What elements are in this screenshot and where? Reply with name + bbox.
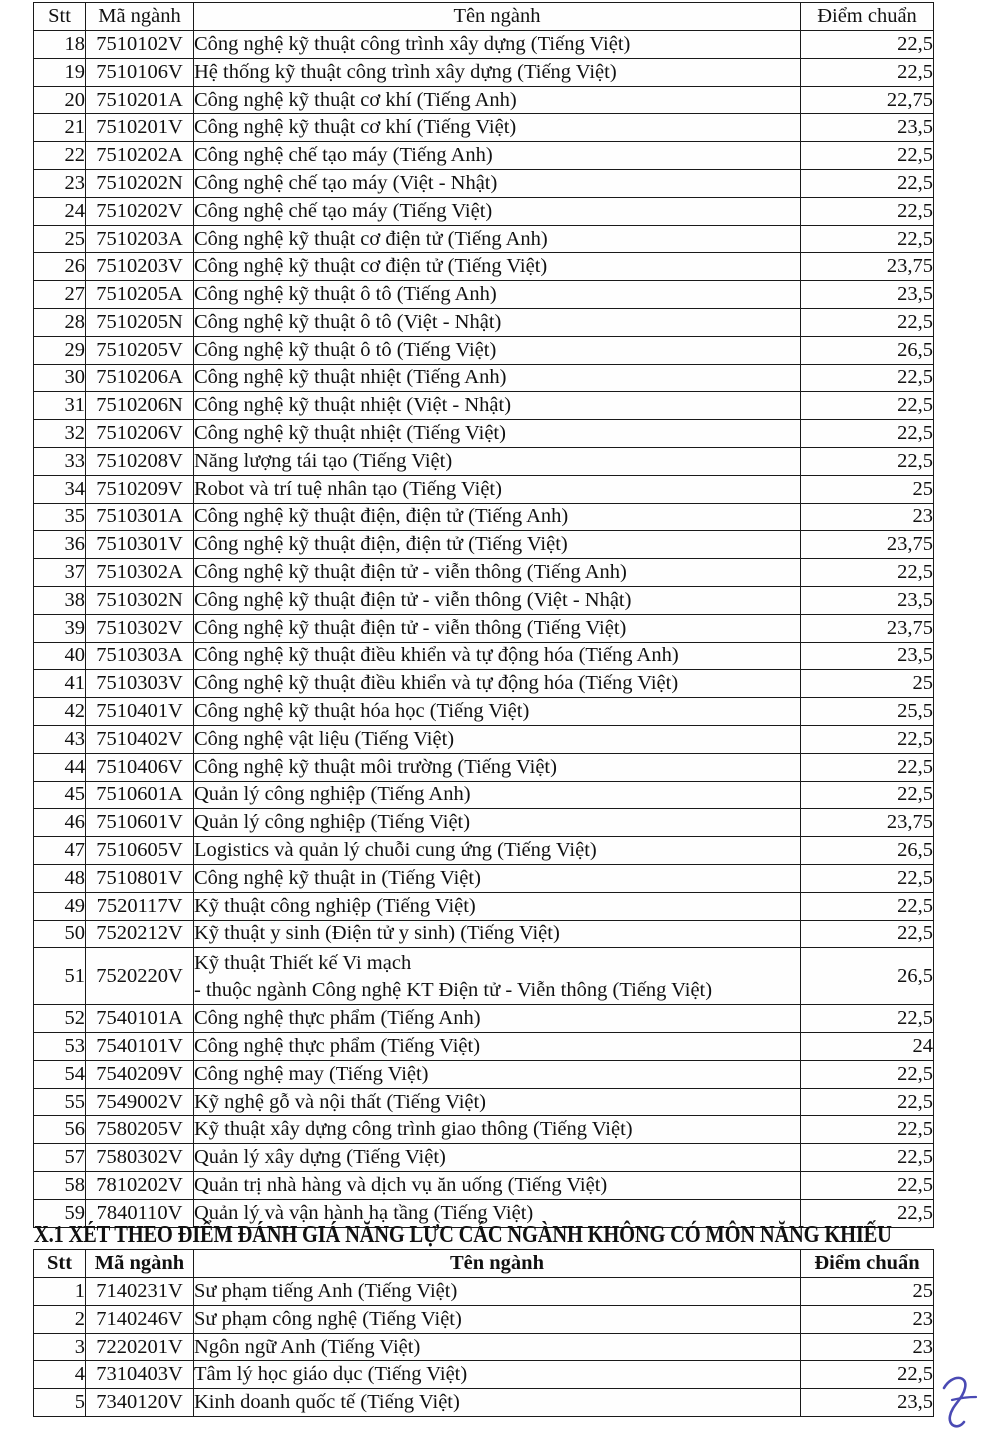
cell-stt: 44 <box>34 753 86 781</box>
table-row <box>34 559 934 587</box>
cell-major-name: Công nghệ thực phẩm (Tiếng Anh) <box>194 1005 801 1033</box>
cell-major-code: 7340120V <box>86 1389 194 1417</box>
cell-stt: 42 <box>34 698 86 726</box>
table-row <box>34 447 934 475</box>
cell-stt: 4 <box>34 1361 86 1389</box>
cell-major-code: 7540209V <box>86 1060 194 1088</box>
cell-stt: 28 <box>34 308 86 336</box>
table-row <box>34 531 934 559</box>
cell-major-name: Công nghệ thực phẩm (Tiếng Việt) <box>194 1033 801 1061</box>
cell-major-code: 7510202A <box>86 142 194 170</box>
cell-major-code: 7510208V <box>86 447 194 475</box>
cell-major-name: Tâm lý học giáo dục (Tiếng Việt) <box>194 1361 801 1389</box>
cell-major-name: Quản trị nhà hàng và dịch vụ ăn uống (Tiếng Việt) <box>194 1172 801 1200</box>
cell-major-code: 7510205N <box>86 308 194 336</box>
cell-benchmark-score: 25,5 <box>801 698 934 726</box>
cell-major-name: Năng lượng tái tạo (Tiếng Việt) <box>194 447 801 475</box>
cell-stt: 24 <box>34 197 86 225</box>
cell-stt: 48 <box>34 864 86 892</box>
cell-major-name: Quản lý công nghiệp (Tiếng Việt) <box>194 809 801 837</box>
cell-stt: 21 <box>34 114 86 142</box>
table-row <box>34 1333 934 1361</box>
cell-stt: 20 <box>34 86 86 114</box>
cell-stt: 1 <box>34 1278 86 1306</box>
cell-major-name: Công nghệ kỹ thuật ô tô (Tiếng Việt) <box>194 336 801 364</box>
table-row <box>34 1088 934 1116</box>
table-row <box>34 308 934 336</box>
cell-stt: 5 <box>34 1389 86 1417</box>
cell-major-code: 7510801V <box>86 864 194 892</box>
cell-major-code: 7510203A <box>86 225 194 253</box>
table-row <box>34 1389 934 1417</box>
cell-stt: 32 <box>34 420 86 448</box>
cell-benchmark-score: 22,5 <box>801 1116 934 1144</box>
cell-major-name: Hệ thống kỹ thuật công trình xây dựng (Tiếng Việt) <box>194 58 801 86</box>
cell-major-code: 7510202N <box>86 169 194 197</box>
table-row <box>34 58 934 86</box>
cell-major-name: Quản lý xây dựng (Tiếng Việt) <box>194 1144 801 1172</box>
table-row <box>34 892 934 920</box>
cell-major-name: Kỹ thuật y sinh (Điện tử y sinh) (Tiếng Việt) <box>194 920 801 948</box>
table-row <box>34 614 934 642</box>
cell-benchmark-score: 22,5 <box>801 1199 934 1227</box>
column-header-score: Điểm chuẩn <box>801 1250 934 1278</box>
cell-major-code: 7510301A <box>86 503 194 531</box>
table-row <box>34 1172 934 1200</box>
cell-major-name-line1: Kỹ thuật Thiết kế Vi mạch <box>194 952 412 975</box>
table-row <box>34 142 934 170</box>
column-header-stt: Stt <box>34 3 86 31</box>
cell-benchmark-score: 22,5 <box>801 1088 934 1116</box>
cell-major-name: Công nghệ kỹ thuật cơ khí (Tiếng Việt) <box>194 114 801 142</box>
cell-stt: 27 <box>34 281 86 309</box>
cell-major-code: 7520117V <box>86 892 194 920</box>
table-row <box>34 698 934 726</box>
cell-stt: 39 <box>34 614 86 642</box>
cell-major-code: 7510206V <box>86 420 194 448</box>
table-row <box>34 364 934 392</box>
cell-major-name: Công nghệ kỹ thuật điều khiển và tự động hóa (Tiếng Anh) <box>194 642 801 670</box>
cell-major-name: Công nghệ vật liệu (Tiếng Việt) <box>194 725 801 753</box>
cell-benchmark-score: 23,75 <box>801 809 934 837</box>
table-row <box>34 31 934 59</box>
cell-stt: 41 <box>34 670 86 698</box>
column-header-stt: Stt <box>34 1250 86 1278</box>
cell-major-code: 7510206N <box>86 392 194 420</box>
cell-benchmark-score: 22,5 <box>801 1005 934 1033</box>
cell-major-code: 7140231V <box>86 1278 194 1306</box>
column-header-score: Điểm chuẩn <box>801 3 934 31</box>
cell-major-code: 7510201A <box>86 86 194 114</box>
cell-major-name: Công nghệ kỹ thuật in (Tiếng Việt) <box>194 864 801 892</box>
cell-major-code: 7510303A <box>86 642 194 670</box>
cell-major-name: Công nghệ kỹ thuật điện, điện tử (Tiếng Việt) <box>194 531 801 559</box>
cell-major-name: Ngôn ngữ Anh (Tiếng Việt) <box>194 1333 801 1361</box>
cell-major-code: 7510302N <box>86 586 194 614</box>
cell-major-name: Công nghệ kỹ thuật ô tô (Tiếng Anh) <box>194 281 801 309</box>
cell-major-name: Công nghệ chế tạo máy (Tiếng Anh) <box>194 142 801 170</box>
cell-benchmark-score: 22,5 <box>801 920 934 948</box>
cell-benchmark-score: 22,5 <box>801 447 934 475</box>
cell-benchmark-score: 25 <box>801 670 934 698</box>
table-row <box>34 1005 934 1033</box>
cell-major-name <box>194 948 801 1005</box>
cell-stt: 43 <box>34 725 86 753</box>
cell-major-name: Công nghệ kỹ thuật cơ điện tử (Tiếng Việt) <box>194 253 801 281</box>
column-header-name: Tên ngành <box>194 3 801 31</box>
cell-major-code: 7520220V <box>86 948 194 1005</box>
cell-benchmark-score: 23 <box>801 503 934 531</box>
cell-benchmark-score: 22,5 <box>801 753 934 781</box>
cell-major-name: Công nghệ kỹ thuật công trình xây dựng (Tiếng Việt) <box>194 31 801 59</box>
cell-stt: 49 <box>34 892 86 920</box>
cell-major-code: 7810202V <box>86 1172 194 1200</box>
cell-benchmark-score: 22,5 <box>801 892 934 920</box>
cell-benchmark-score: 23,75 <box>801 531 934 559</box>
cell-major-code: 7510206A <box>86 364 194 392</box>
table-row <box>34 670 934 698</box>
cell-major-code: 7510402V <box>86 725 194 753</box>
table-header-row <box>34 3 934 31</box>
table-row <box>34 475 934 503</box>
table-row <box>34 336 934 364</box>
table-row <box>34 781 934 809</box>
cell-benchmark-score: 23,5 <box>801 642 934 670</box>
table-row <box>34 948 934 1005</box>
handwritten-signature-mark <box>938 1372 1000 1434</box>
cell-major-name: Công nghệ kỹ thuật điện tử - viễn thông (Tiếng Anh) <box>194 559 801 587</box>
table-row <box>34 837 934 865</box>
cell-major-code: 7520212V <box>86 920 194 948</box>
cell-major-name: Logistics và quản lý chuỗi cung ứng (Tiếng Việt) <box>194 837 801 865</box>
cell-stt: 40 <box>34 642 86 670</box>
cell-major-code: 7510201V <box>86 114 194 142</box>
cell-stt: 51 <box>34 948 86 1005</box>
column-header-code: Mã ngành <box>86 3 194 31</box>
cell-major-name: Công nghệ kỹ thuật nhiệt (Tiếng Anh) <box>194 364 801 392</box>
cell-major-name: Công nghệ kỹ thuật điện tử - viễn thông (Việt - Nhật) <box>194 586 801 614</box>
cell-major-name: Quản lý và vận hành hạ tầng (Tiếng Việt) <box>194 1199 801 1227</box>
table-row <box>34 1060 934 1088</box>
cell-major-code: 7510601V <box>86 809 194 837</box>
cell-major-name: Kỹ nghệ gỗ và nội thất (Tiếng Việt) <box>194 1088 801 1116</box>
cell-benchmark-score: 22,5 <box>801 1144 934 1172</box>
cell-major-code: 7510303V <box>86 670 194 698</box>
cell-benchmark-score: 22,5 <box>801 58 934 86</box>
cell-major-code: 7510605V <box>86 837 194 865</box>
cell-major-code: 7510102V <box>86 31 194 59</box>
cell-benchmark-score: 23,5 <box>801 1389 934 1417</box>
table-row <box>34 1361 934 1389</box>
cell-major-name: Robot và trí tuệ nhân tạo (Tiếng Việt) <box>194 475 801 503</box>
table-row <box>34 1305 934 1333</box>
cell-stt: 25 <box>34 225 86 253</box>
cell-stt: 45 <box>34 781 86 809</box>
cell-stt: 36 <box>34 531 86 559</box>
cell-major-name: Kỹ thuật xây dựng công trình giao thông (Tiếng Việt) <box>194 1116 801 1144</box>
cell-stt: 52 <box>34 1005 86 1033</box>
cell-major-name: Công nghệ kỹ thuật nhiệt (Việt - Nhật) <box>194 392 801 420</box>
cell-stt: 31 <box>34 392 86 420</box>
cell-major-code: 7540101A <box>86 1005 194 1033</box>
cell-major-code: 7840110V <box>86 1199 194 1227</box>
cell-benchmark-score: 22,5 <box>801 725 934 753</box>
cell-major-name: Công nghệ kỹ thuật điện tử - viễn thông (Tiếng Việt) <box>194 614 801 642</box>
cell-major-code: 7310403V <box>86 1361 194 1389</box>
cell-major-code: 7220201V <box>86 1333 194 1361</box>
cell-benchmark-score: 23,75 <box>801 253 934 281</box>
table-header-row <box>34 1250 934 1278</box>
cell-benchmark-score: 26,5 <box>801 336 934 364</box>
cell-benchmark-score: 23,5 <box>801 114 934 142</box>
cell-benchmark-score: 22,5 <box>801 197 934 225</box>
column-header-code: Mã ngành <box>86 1250 194 1278</box>
table-row <box>34 114 934 142</box>
cell-benchmark-score: 23,5 <box>801 281 934 309</box>
table-row <box>34 725 934 753</box>
cell-stt: 46 <box>34 809 86 837</box>
cell-major-code: 7510301V <box>86 531 194 559</box>
cell-benchmark-score: 22,5 <box>801 364 934 392</box>
cell-stt: 57 <box>34 1144 86 1172</box>
table-row <box>34 392 934 420</box>
cell-stt: 19 <box>34 58 86 86</box>
cell-major-code: 7510401V <box>86 698 194 726</box>
cell-stt: 55 <box>34 1088 86 1116</box>
cell-stt: 47 <box>34 837 86 865</box>
cell-benchmark-score: 22,5 <box>801 31 934 59</box>
cell-major-code: 7510302A <box>86 559 194 587</box>
cell-stt: 22 <box>34 142 86 170</box>
cell-benchmark-score: 22,5 <box>801 864 934 892</box>
cell-benchmark-score: 22,5 <box>801 308 934 336</box>
cell-stt: 3 <box>34 1333 86 1361</box>
table-row <box>34 1144 934 1172</box>
table-row <box>34 753 934 781</box>
cell-stt: 35 <box>34 503 86 531</box>
cell-stt: 50 <box>34 920 86 948</box>
cell-stt: 23 <box>34 169 86 197</box>
cell-stt: 34 <box>34 475 86 503</box>
cell-major-code: 7580302V <box>86 1144 194 1172</box>
table-row <box>34 864 934 892</box>
cell-stt: 54 <box>34 1060 86 1088</box>
cell-benchmark-score: 22,5 <box>801 1060 934 1088</box>
admission-scores-table-part2 <box>33 1249 934 1417</box>
cell-benchmark-score: 22,5 <box>801 781 934 809</box>
cell-stt: 38 <box>34 586 86 614</box>
competency-table-wrapper <box>33 1249 934 1417</box>
cell-stt: 59 <box>34 1199 86 1227</box>
table-row <box>34 281 934 309</box>
table-row <box>34 253 934 281</box>
cell-major-name: Công nghệ kỹ thuật điều khiển và tự động hóa (Tiếng Việt) <box>194 670 801 698</box>
column-header-name: Tên ngành <box>194 1250 801 1278</box>
table-row <box>34 503 934 531</box>
cell-major-name: Công nghệ chế tạo máy (Tiếng Việt) <box>194 197 801 225</box>
cell-major-name: Công nghệ may (Tiếng Việt) <box>194 1060 801 1088</box>
cell-benchmark-score: 25 <box>801 1278 934 1306</box>
cell-major-code: 7510205V <box>86 336 194 364</box>
cell-benchmark-score: 25 <box>801 475 934 503</box>
cell-major-code: 7510601A <box>86 781 194 809</box>
cell-major-code: 7510202V <box>86 197 194 225</box>
cell-benchmark-score: 26,5 <box>801 948 934 1005</box>
cell-major-code: 7510302V <box>86 614 194 642</box>
cell-major-name: Công nghệ kỹ thuật nhiệt (Tiếng Việt) <box>194 420 801 448</box>
admission-table-continued-wrapper <box>33 2 934 1228</box>
section-heading: X.1 XÉT THEO ĐIỂM ĐÁNH GIÁ NĂNG LỰC CÁC NGÀNH KHÔNG CÓ MÔN NĂNG KHIẾU <box>34 1222 892 1248</box>
cell-stt: 58 <box>34 1172 86 1200</box>
cell-stt: 53 <box>34 1033 86 1061</box>
cell-benchmark-score: 22,5 <box>801 225 934 253</box>
cell-benchmark-score: 23,5 <box>801 586 934 614</box>
cell-major-code: 7510203V <box>86 253 194 281</box>
table-row <box>34 197 934 225</box>
cell-stt: 33 <box>34 447 86 475</box>
table-row <box>34 86 934 114</box>
cell-major-code: 7540101V <box>86 1033 194 1061</box>
cell-stt: 2 <box>34 1305 86 1333</box>
table-row <box>34 225 934 253</box>
cell-stt: 26 <box>34 253 86 281</box>
admission-scores-table-part1 <box>33 2 934 1228</box>
cell-major-name: Sư phạm công nghệ (Tiếng Việt) <box>194 1305 801 1333</box>
cell-benchmark-score: 24 <box>801 1033 934 1061</box>
cell-stt: 56 <box>34 1116 86 1144</box>
cell-major-code: 7510106V <box>86 58 194 86</box>
table-row <box>34 420 934 448</box>
cell-stt: 37 <box>34 559 86 587</box>
cell-benchmark-score: 22,5 <box>801 420 934 448</box>
table-row <box>34 586 934 614</box>
cell-major-name: Sư phạm tiếng Anh (Tiếng Việt) <box>194 1278 801 1306</box>
cell-benchmark-score: 22,5 <box>801 559 934 587</box>
cell-benchmark-score: 22,5 <box>801 1361 934 1389</box>
cell-benchmark-score: 26,5 <box>801 837 934 865</box>
cell-major-code: 7580205V <box>86 1116 194 1144</box>
cell-major-code: 7549002V <box>86 1088 194 1116</box>
cell-benchmark-score: 23,75 <box>801 614 934 642</box>
table-row <box>34 642 934 670</box>
cell-major-name: Kinh doanh quốc tế (Tiếng Việt) <box>194 1389 801 1417</box>
cell-major-name: Công nghệ kỹ thuật môi trường (Tiếng Việt) <box>194 753 801 781</box>
table-row <box>34 809 934 837</box>
cell-stt: 30 <box>34 364 86 392</box>
cell-major-code: 7510205A <box>86 281 194 309</box>
cell-major-name: Quản lý công nghiệp (Tiếng Anh) <box>194 781 801 809</box>
cell-benchmark-score: 22,5 <box>801 169 934 197</box>
cell-benchmark-score: 22,75 <box>801 86 934 114</box>
table-row <box>34 920 934 948</box>
cell-major-code: 7510406V <box>86 753 194 781</box>
cell-major-name: Công nghệ chế tạo máy (Việt - Nhật) <box>194 169 801 197</box>
cell-major-code: 7510209V <box>86 475 194 503</box>
cell-benchmark-score: 22,5 <box>801 142 934 170</box>
table-row <box>34 1278 934 1306</box>
cell-benchmark-score: 23 <box>801 1305 934 1333</box>
cell-major-name: Kỹ thuật công nghiệp (Tiếng Việt) <box>194 892 801 920</box>
cell-major-name: Công nghệ kỹ thuật điện, điện tử (Tiếng Anh) <box>194 503 801 531</box>
table-row <box>34 169 934 197</box>
cell-major-code: 7140246V <box>86 1305 194 1333</box>
cell-benchmark-score: 23 <box>801 1333 934 1361</box>
cell-major-name-line2: - thuộc ngành Công nghệ KT Điện tử - Viễn thông (Tiếng Việt) <box>194 978 713 1001</box>
table-row <box>34 1116 934 1144</box>
cell-benchmark-score: 22,5 <box>801 392 934 420</box>
cell-major-name: Công nghệ kỹ thuật ô tô (Việt - Nhật) <box>194 308 801 336</box>
cell-major-name: Công nghệ kỹ thuật cơ khí (Tiếng Anh) <box>194 86 801 114</box>
cell-major-name: Công nghệ kỹ thuật hóa học (Tiếng Việt) <box>194 698 801 726</box>
cell-benchmark-score: 22,5 <box>801 1172 934 1200</box>
table-row <box>34 1033 934 1061</box>
cell-stt: 29 <box>34 336 86 364</box>
cell-major-name: Công nghệ kỹ thuật cơ điện tử (Tiếng Anh) <box>194 225 801 253</box>
cell-stt: 18 <box>34 31 86 59</box>
